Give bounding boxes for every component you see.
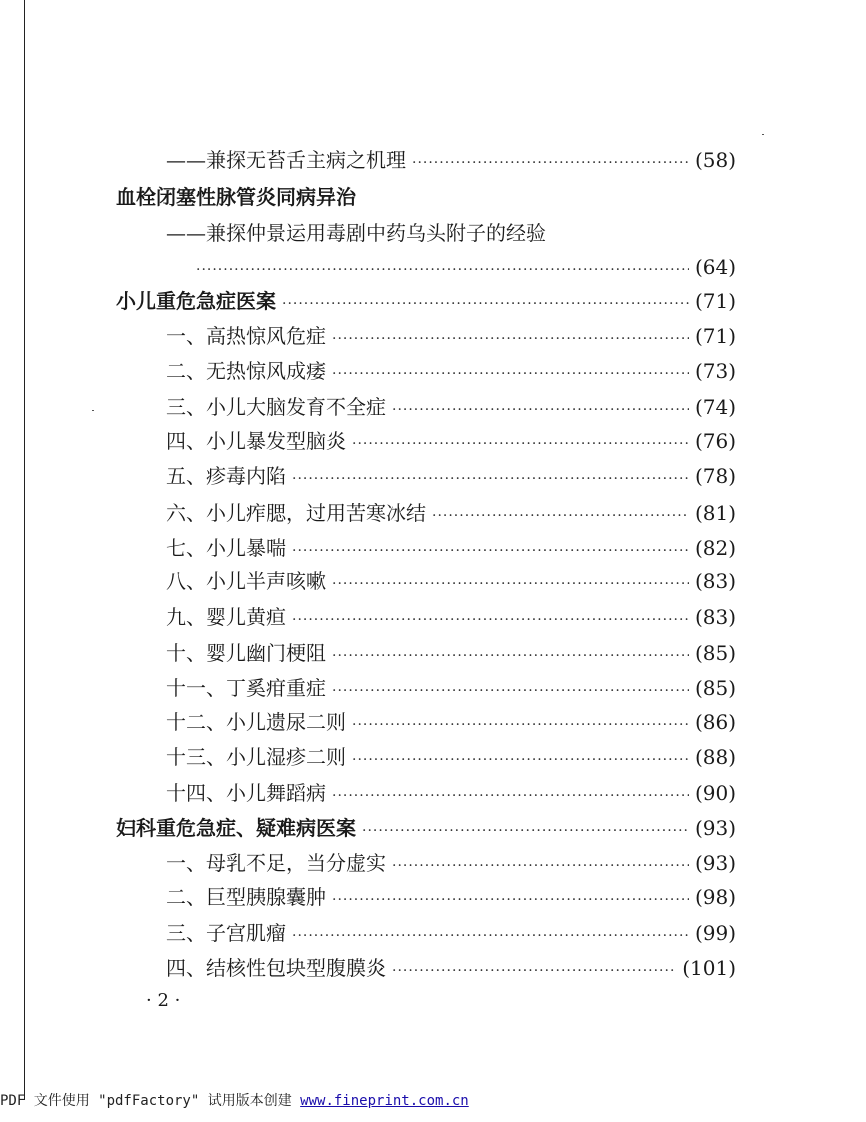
toc-entry[interactable] <box>166 428 736 454</box>
toc-entry-title: ——兼探无苔舌主病之机理 <box>166 148 406 172</box>
toc-leader-dots <box>292 923 689 949</box>
toc-entry-page: (86) <box>694 710 736 734</box>
toc-entry-page: (76) <box>694 429 736 453</box>
toc-entry-page: (85) <box>694 641 736 665</box>
toc-leader-dots <box>332 678 689 704</box>
toc-entry-page: (82) <box>694 536 736 560</box>
toc-entry[interactable] <box>166 780 736 806</box>
pdf-footer <box>0 1090 469 1110</box>
toc-entry-page: (71) <box>694 324 736 348</box>
toc-section-heading[interactable] <box>116 288 736 314</box>
toc-leader-dots <box>332 887 689 913</box>
toc-entry-page: (71) <box>694 289 736 313</box>
toc-entry-page: (83) <box>694 605 736 629</box>
toc-leader-dots <box>332 361 689 387</box>
toc-entry-page: (81) <box>694 501 736 525</box>
toc-entry-page: (78) <box>694 464 736 488</box>
toc-entry[interactable] <box>166 535 736 561</box>
toc-entry-title: 一、高热惊风危症 <box>166 324 326 348</box>
toc-entry-title: 二、巨型胰腺囊肿 <box>166 885 326 909</box>
toc-entry-title: 四、小儿暴发型脑炎 <box>166 429 346 453</box>
toc-leader-dots <box>332 326 689 352</box>
footer-link[interactable]: www.fineprint.com.cn <box>300 1093 469 1109</box>
toc-entry-title: 四、结核性包块型腹膜炎 <box>166 956 386 980</box>
toc-entry[interactable] <box>166 675 736 701</box>
toc-entry-page: (83) <box>694 569 736 593</box>
toc-entry-title: 十三、小儿湿疹二则 <box>166 745 346 769</box>
toc-entry-title: 妇科重危急症、疑难病医案 <box>116 816 356 840</box>
toc-leader-dots <box>332 571 689 597</box>
toc-leader-dots <box>432 503 689 529</box>
toc-entry-title: 十一、丁奚疳重症 <box>166 676 326 700</box>
toc-entry-page: (90) <box>694 781 736 805</box>
toc-leader-dots <box>392 397 689 423</box>
toc-entry[interactable] <box>166 220 736 246</box>
toc-entry-title: 十四、小儿舞蹈病 <box>166 781 326 805</box>
toc-entry-title: 七、小儿暴喘 <box>166 536 286 560</box>
toc-entry[interactable] <box>166 709 736 735</box>
toc-entry-page: (93) <box>694 816 736 840</box>
toc-entry-page: (93) <box>694 851 736 875</box>
footer-text: PDF 文件使用 "pdfFactory" 试用版本创建 <box>0 1093 301 1109</box>
toc-leader-dots <box>292 607 689 633</box>
toc-entry[interactable] <box>166 568 736 594</box>
toc-leader-dots <box>362 818 689 844</box>
toc-entry-page: (73) <box>694 359 736 383</box>
toc-entry-title: 三、子宫肌瘤 <box>166 921 286 945</box>
toc-section-heading[interactable] <box>116 815 736 841</box>
toc-leader-dots <box>196 257 689 283</box>
toc-entry-title: 八、小儿半声咳嗽 <box>166 569 326 593</box>
toc-entry-page: (88) <box>694 745 736 769</box>
toc-entry-page: (64) <box>694 255 736 279</box>
toc-entry-page: (74) <box>694 395 736 419</box>
toc-entry-title: 血栓闭塞性脉管炎同病异治 <box>116 185 356 209</box>
toc-entry[interactable] <box>166 884 736 910</box>
toc-leader-dots <box>392 958 676 984</box>
toc-entry-title: 十、婴儿幽门梗阻 <box>166 641 326 665</box>
toc-entry[interactable] <box>166 850 736 876</box>
toc-entry[interactable] <box>166 920 736 946</box>
page-number: · 2 · <box>146 990 181 1011</box>
toc-entry-title: 十二、小儿遗尿二则 <box>166 710 346 734</box>
toc-entry-title: 一、母乳不足，当分虚实 <box>166 851 386 875</box>
toc-leader-dots <box>392 853 689 879</box>
toc-entry-page: (58) <box>694 148 736 172</box>
toc-leader-dots <box>352 712 689 738</box>
toc-entry[interactable] <box>166 500 736 526</box>
toc-entry-title: 三、小儿大脑发育不全症 <box>166 395 386 419</box>
toc-entry[interactable] <box>166 323 736 349</box>
toc-entry-title: 九、婴儿黄疸 <box>166 605 286 629</box>
toc-entry[interactable] <box>196 254 736 280</box>
toc-entry-title: 六、小儿痄腮，过用苦寒冰结 <box>166 501 426 525</box>
toc-leader-dots <box>412 150 689 176</box>
toc-entry-page: (99) <box>694 921 736 945</box>
toc-entry-title: 五、疹毒内陷 <box>166 464 286 488</box>
toc-entry-page: (98) <box>694 885 736 909</box>
toc-leader-dots <box>292 466 689 492</box>
toc-leader-dots <box>332 643 689 669</box>
toc-leader-dots <box>352 747 689 773</box>
toc-entry[interactable] <box>166 358 736 384</box>
toc-leader-dots <box>282 291 689 317</box>
toc-entry[interactable] <box>166 640 736 666</box>
toc-leader-dots <box>352 431 689 457</box>
toc-entry[interactable] <box>166 147 736 173</box>
toc-entry[interactable] <box>166 463 736 489</box>
toc-leader-dots <box>332 783 689 809</box>
toc-section-heading[interactable] <box>116 184 736 210</box>
toc-entry-title: 二、无热惊风成痿 <box>166 359 326 383</box>
toc-entry-title: ——兼探仲景运用毒剧中药乌头附子的经验 <box>166 221 546 245</box>
toc-entry-title: 小儿重危急症医案 <box>116 289 276 313</box>
toc-entry-page: (101) <box>682 956 736 980</box>
toc-entry[interactable] <box>166 394 736 420</box>
toc-entry[interactable] <box>166 604 736 630</box>
toc-entry-page: (85) <box>694 676 736 700</box>
toc-entry[interactable] <box>166 744 736 770</box>
toc-entry[interactable] <box>166 955 736 981</box>
toc-leader-dots <box>292 538 689 564</box>
